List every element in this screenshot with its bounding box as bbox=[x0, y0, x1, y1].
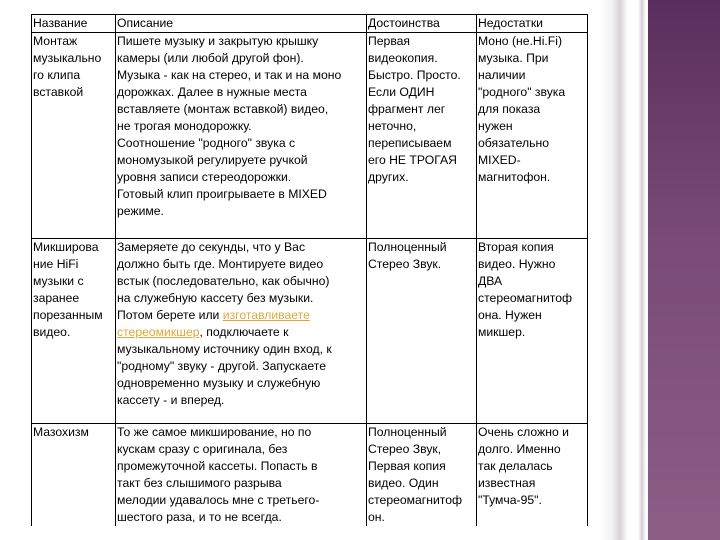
row-pros: Полноценный Стерео Звук, Первая копия видео. Один стереомагнитоф он. bbox=[367, 424, 477, 527]
description-text-before: Замеряете до секунды, что у Вас должно быть где. Монтируете видео встык (последовательно, как обычно) на служебную кассету без музыки. Потом берете или bbox=[117, 240, 330, 322]
table-row bbox=[32, 424, 588, 527]
table-header-row bbox=[32, 15, 588, 33]
row-cons: Очень сложно и долго. Именно так делалась известная "Тумча-95". bbox=[477, 424, 588, 527]
header-name: Название bbox=[32, 15, 116, 33]
description-text-after: , подключаете к музыкальному источнику один вход, к "родному" звуку - другой. Запускаете одновременно музыку и служебную кассету - и вперед. bbox=[117, 325, 332, 407]
row-description bbox=[116, 239, 367, 424]
row-name: Монтаж музыкально го клипа вставкой bbox=[32, 33, 116, 239]
header-description: Описание bbox=[116, 15, 367, 33]
comparison-table bbox=[31, 14, 588, 526]
row-pros: Полноценный Стерео Звук. bbox=[367, 239, 477, 424]
table-row bbox=[32, 33, 588, 239]
row-name: Мазохизм bbox=[32, 424, 116, 527]
header-cons: Недостатки bbox=[477, 15, 588, 33]
row-description: То же самое микширование, но по кускам сразу с оригинала, без промежуточной кассеты. Попасть в такт без слышимого разрыва мелодии удавалось мне с третьего- шестого раза, и то не всегда. bbox=[116, 424, 367, 527]
row-name: Микширова ние HiFi музыки с заранее порезанным видео. bbox=[32, 239, 116, 424]
row-cons: Моно (не.Hi.Fi) музыка. При наличии "родного" звука для показа нужен обязательно MIXED- магнитофон. bbox=[477, 33, 588, 239]
row-cons: Вторая копия видео. Нужно ДВА стереомагнитоф она. Нужен микшер. bbox=[477, 239, 588, 424]
row-description: Пишете музыку и закрытую крышку камеры (или любой другой фон). Музыка - как на стерео, и так и на моно дорожках. Далее в нужные места вставляете (монтаж вставкой) видео, не трогая монодорожку. Соотношение "родного" звука с мономузыкой регулируете ручкой уровня записи стереодорожки. Готовый клип проигрываете в MIXED режиме. bbox=[116, 33, 367, 239]
table-row bbox=[32, 239, 588, 424]
decorative-accent-bar bbox=[648, 0, 720, 540]
header-pros: Достоинства bbox=[367, 15, 477, 33]
row-pros: Первая видеокопия. Быстро. Просто. Если ОДИН фрагмент лег неточно, переписываем его НЕ ТРОГАЯ других. bbox=[367, 33, 477, 239]
comparison-table-container bbox=[31, 14, 587, 524]
stereo-mixer-link[interactable]: изготавливаете стереомикшер bbox=[117, 308, 310, 339]
